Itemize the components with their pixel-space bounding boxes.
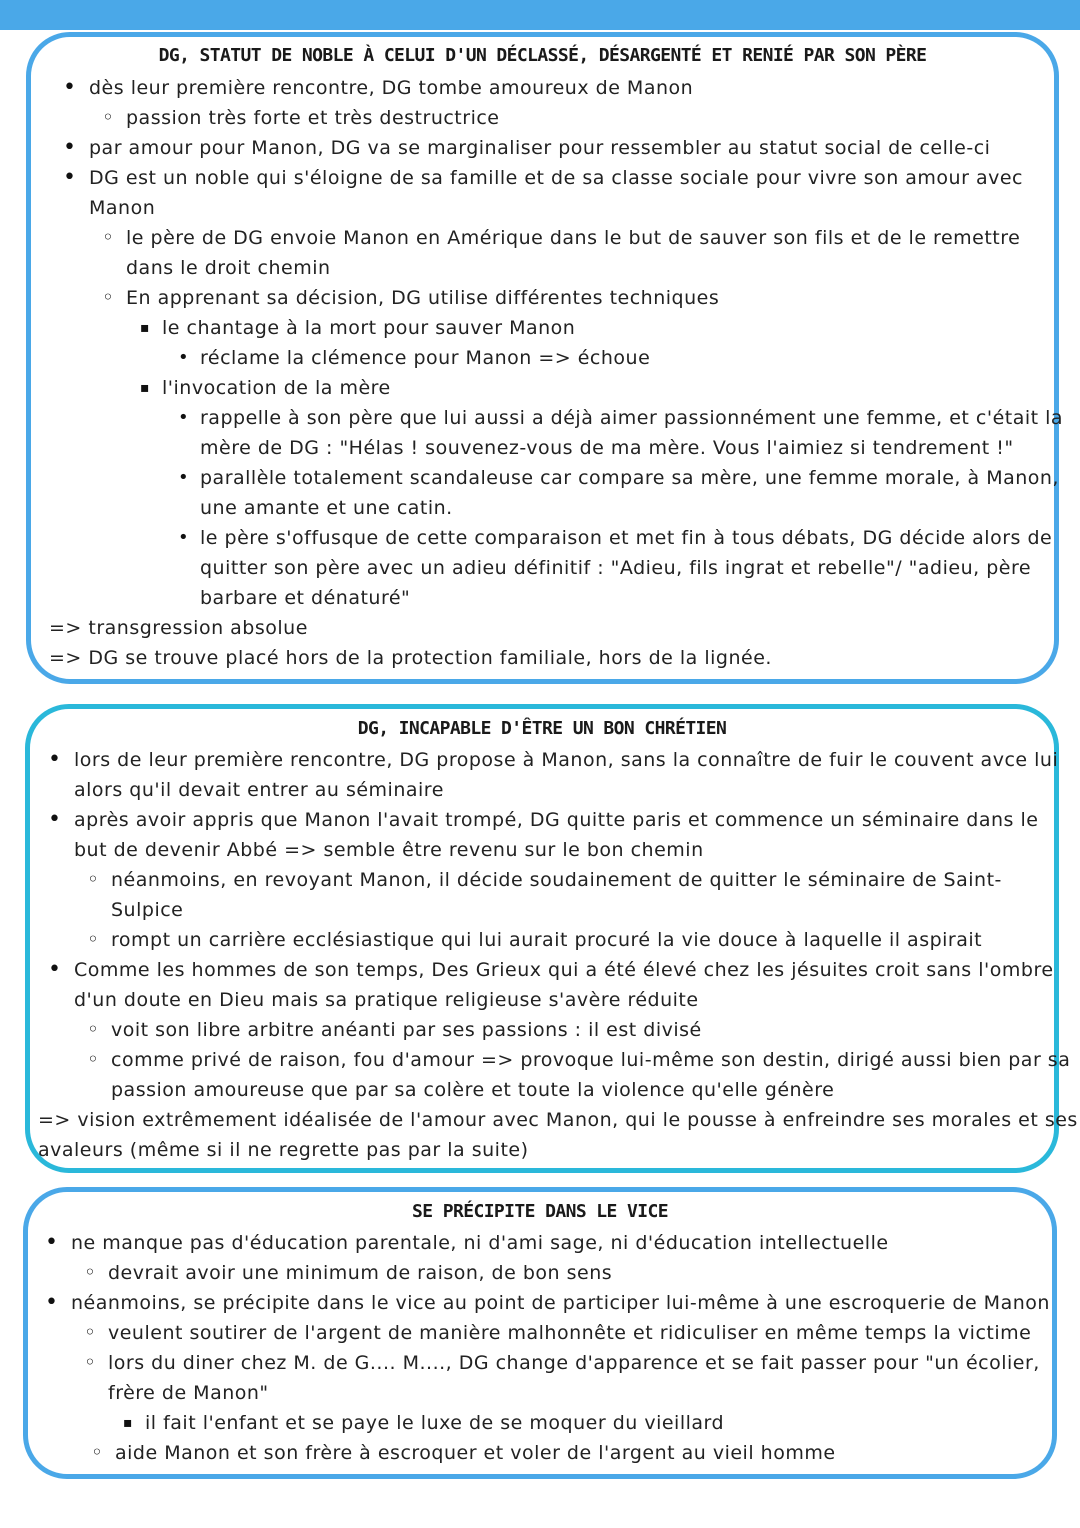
dot-bullet-item: • réclame la clémence pour Manon => échoue bbox=[200, 343, 650, 373]
dot-bullet-continuation: quitter son père avec un adieu définitif : "Adieu, fils ingrat et rebelle"/ "adieu, père bbox=[200, 557, 1032, 579]
dot-bullet-continuation: mère de DG : "Hélas ! souvenez-vous de ma mère. Vous l'aimiez si tendrement !" bbox=[200, 437, 1014, 459]
sub-bullet-continuation: dans le droit chemin bbox=[126, 257, 331, 279]
dot-bullet-continuation: barbare et dénaturé" bbox=[200, 587, 411, 609]
sub-bullet-continuation: passion amoureuse que par sa colère et toute la violence qu'elle génère bbox=[111, 1079, 835, 1101]
bullet-item: • néanmoins, se précipite dans le vice au point de participer lui-même à une escroquerie de Manon bbox=[71, 1288, 1050, 1318]
conclusion-line: => transgression absolue bbox=[49, 617, 308, 639]
bullet-item: • par amour pour Manon, DG va se marginaliser pour ressembler au statut social de celle-ci bbox=[89, 133, 990, 163]
bullet-item: • ne manque pas d'éducation parentale, ni d'ami sage, ni d'éducation intellectuelle bbox=[71, 1228, 889, 1258]
dot-bullet-item: • parallèle totalement scandaleuse car compare sa mère, une femme morale, à Manon, bbox=[200, 463, 1059, 493]
bullet-item: • dès leur première rencontre, DG tombe amoureux de Manon bbox=[89, 73, 693, 103]
sub-bullet-item: ◦ rompt un carrière ecclésiastique qui lui aurait procuré la vie douce à laquelle il aspirait bbox=[111, 925, 982, 955]
sub-bullet-item: ◦ veulent soutirer de l'argent de manière malhonnête et ridiculiser en même temps la victime bbox=[108, 1318, 1031, 1348]
bullet-item: • lors de leur première rencontre, DG propose à Manon, sans la connaître de fuir le couvent avce lui bbox=[74, 745, 1058, 775]
bullet-item: • après avoir appris que Manon l'avait trompé, DG quitte paris et commence un séminaire dans le bbox=[74, 805, 1038, 835]
dot-bullet-item: • le père s'offusque de cette comparaison et met fin à tous débats, DG décide alors de bbox=[200, 523, 1052, 553]
section-title: DG, STATUT DE NOBLE À CELUI D'UN DÉCLASSÉ, DÉSARGENTÉ ET RENIÉ PAR SON PÈRE bbox=[158, 45, 927, 66]
sub-bullet-continuation: Sulpice bbox=[111, 899, 184, 921]
bullet-item: • Comme les hommes de son temps, Des Grieux qui a été élevé chez les jésuites croit sans l'ombre bbox=[74, 955, 1054, 985]
sub-bullet-item: ◦ néanmoins, en revoyant Manon, il décide soudainement de quitter le séminaire de Saint- bbox=[111, 865, 1002, 895]
sub-bullet-item: ◦ En apprenant sa décision, DG utilise différentes techniques bbox=[126, 283, 719, 313]
sub-bullet-item: ◦ passion très forte et très destructrice bbox=[126, 103, 500, 133]
section-bon-chretien bbox=[25, 704, 1078, 1173]
sub-bullet-item: ◦ lors du diner chez M. de G.... M...., DG change d'apparence et se fait passer pour "un écolier, bbox=[108, 1348, 1040, 1378]
square-bullet-item: ▪ le chantage à la mort pour sauver Manon bbox=[162, 313, 575, 343]
dot-bullet-continuation: une amante et une catin. bbox=[200, 497, 453, 519]
conclusion-line: avaleurs (même si il ne regrette pas par la suite) bbox=[38, 1139, 529, 1161]
sub-bullet-item: ◦ aide Manon et son frère à escroquer et voler de l'argent au vieil homme bbox=[115, 1438, 836, 1468]
top-accent-bar bbox=[0, 0, 1080, 30]
square-bullet-item: ▪ l'invocation de la mère bbox=[162, 373, 391, 403]
conclusion-line: => DG se trouve placé hors de la protection familiale, hors de la lignée. bbox=[49, 647, 772, 669]
section-title: SE PRÉCIPITE DANS LE VICE bbox=[412, 1201, 668, 1222]
bullet-item-continuation: d'un doute en Dieu mais sa pratique religieuse s'avère réduite bbox=[74, 989, 699, 1011]
section-title: DG, INCAPABLE D'ÊTRE UN BON CHRÉTIEN bbox=[357, 718, 727, 739]
bullet-item-continuation: but de devenir Abbé => semble être revenu sur le bon chemin bbox=[74, 839, 704, 861]
section-statut-noble bbox=[26, 32, 1064, 684]
sub-bullet-continuation: frère de Manon" bbox=[108, 1382, 269, 1404]
sub-bullet-item: ◦ comme privé de raison, fou d'amour => provoque lui-même son destin, dirigé aussi bien par sa bbox=[111, 1045, 1070, 1075]
conclusion-line: => vision extrêmement idéalisée de l'amour avec Manon, qui le pousse à enfreindre ses morales et ses bbox=[38, 1109, 1078, 1131]
sub-bullet-item: ◦ voit son libre arbitre anéanti par ses passions : il est divisé bbox=[111, 1015, 702, 1045]
sub-bullet-item: ◦ devrait avoir une minimum de raison, de bon sens bbox=[108, 1258, 612, 1288]
square-bullet-item: ▪ il fait l'enfant et se paye le luxe de se moquer du vieillard bbox=[145, 1408, 724, 1438]
bullet-item: • DG est un noble qui s'éloigne de sa famille et de sa classe sociale pour vivre son amour avec bbox=[89, 163, 1023, 193]
bullet-item-continuation: Manon bbox=[89, 197, 156, 219]
section-vice bbox=[23, 1187, 1057, 1479]
dot-bullet-item: • rappelle à son père que lui aussi a déjà aimer passionnément une femme, et c'était la bbox=[200, 403, 1063, 433]
sub-bullet-item: ◦ le père de DG envoie Manon en Amérique dans le but de sauver son fils et de le remettre bbox=[126, 223, 1020, 253]
bullet-item-continuation: alors qu'il devait entrer au séminaire bbox=[74, 779, 444, 801]
